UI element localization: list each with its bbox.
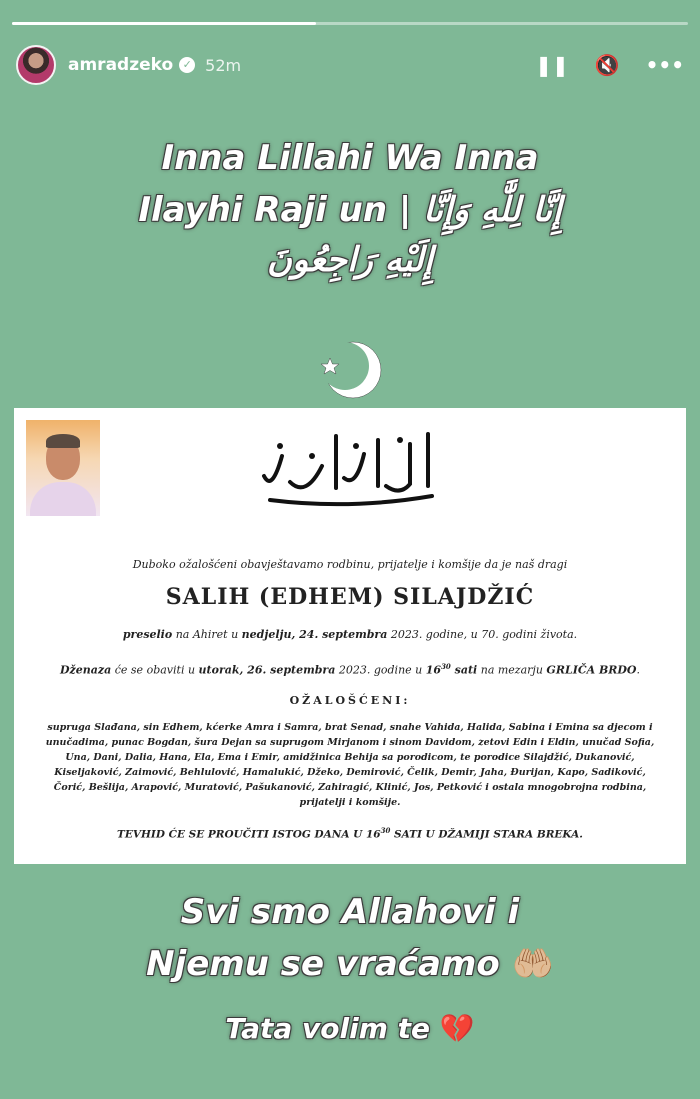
deceased-name: SALIH (EDHEM) SILAJDŽIĆ — [165, 584, 535, 610]
pause-icon[interactable]: ❚❚ — [535, 53, 569, 77]
praying-hands-icon: 🤲🏼 — [511, 944, 554, 984]
crescent-star-icon — [318, 336, 388, 406]
verified-badge-icon: ✓ — [179, 57, 195, 73]
mute-icon[interactable]: 🔇 — [594, 53, 620, 77]
caption-line-2: Ilayhi Raji un | إِنَّا لِلَّٰهِ وَإِنَّا — [138, 190, 562, 230]
tevhid-info-text: TEVHID ĆE SE PROUČITI ISTOG DANA U $16^{30}$ SATI U DŽAMIJI STARA BREKA. — [117, 826, 583, 841]
mourners-list: supruga Slađana, sin Edhem, kćerke Amra i Samra, brat Senad, snahe Vahida, Halida, Sabina i Emina sa djecom i unučadima, punac Bogdan, šura Dejan sa suprugom Mirjanom i sinom Davidom, zetovi Edin i Eldin, unučad Sofia, Una, Dani, Dalia, Hana, Ela, Ema i Emir, amidžinica Behija sa porodicom, te porodice Silajdžić, Dukanović, Kiseljaković, Zaimović, Behlulović, Hamalukić, Džeko, Demirović, Čelik, Demir, Jaha, Đurijan, Kapo, Sadiković, Čorić, Bešlija, Arapović, Muratović, Pašukanović, Zahiragić, Klinić, Jos, Petković i ostala mnogobrojna rodbina, prijatelji i komšije. — [45, 722, 655, 808]
caption-line-1: Inna Lillahi Wa Inna — [161, 138, 539, 178]
caption-bottom-3: Tata volim te 💔 — [225, 1012, 475, 1045]
deceased-photo — [26, 420, 100, 516]
death-announcement-card — [14, 408, 686, 864]
caption-bottom-2: Njemu se vraćamo 🤲🏼 — [146, 944, 554, 984]
avatar[interactable] — [16, 45, 56, 85]
passing-date-text: preselio na Ahiret u nedjelju, 24. septembra 2023. godine, u 70. godini života. — [122, 628, 578, 641]
announcement-intro: Duboko ožalošćeni obavještavamo rodbinu, prijatelje i komšije da je naš dragi — [132, 558, 568, 571]
funeral-info-text: Dženaza će se obaviti u utorak, 26. septembra 2023. godine u $16^{30}$ sati na mezarju GRLIČA BRDO. — [59, 662, 641, 677]
broken-heart-icon: 💔 — [439, 1012, 475, 1045]
caption-bottom-1: Svi smo Allahovi i — [180, 892, 520, 932]
story-controls — [535, 53, 684, 77]
story-progress-fill — [12, 22, 316, 25]
post-time: 52m — [205, 55, 242, 75]
username[interactable]: amradzeko — [68, 55, 174, 75]
mourners-heading: OŽALOŠĆENI: — [289, 694, 411, 707]
calligraphy-logo — [260, 426, 440, 516]
story-header — [16, 44, 684, 86]
caption-line-3: إِلَيْهِ رَاجِعُونَ — [267, 240, 433, 280]
more-options-icon[interactable]: ••• — [645, 53, 684, 77]
story-progress-track — [12, 22, 688, 25]
